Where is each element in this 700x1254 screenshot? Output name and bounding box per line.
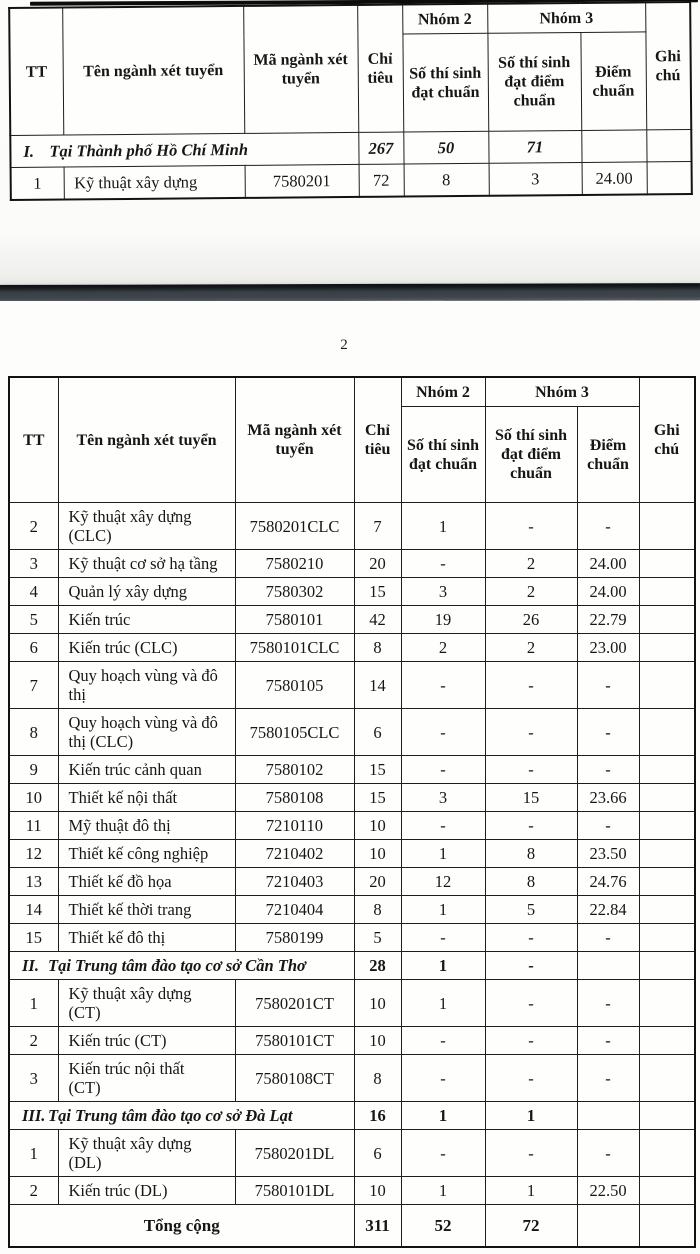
- cell-tt: 1: [9, 1130, 58, 1177]
- cell-diem-chuan: 24.00: [577, 578, 639, 606]
- cell-nganh-name: Kỹ thuật xây dựng (CT): [58, 980, 235, 1027]
- cell-diem-chuan: -: [577, 1055, 639, 1102]
- cell-ma-nganh: 7580101CT: [235, 1027, 354, 1055]
- cell-chi-tieu: 8: [354, 896, 401, 924]
- cell-nhom2-dat-chuan: -: [401, 550, 485, 578]
- cell-chi-tieu: 72: [359, 164, 404, 197]
- cell-diem-chuan: 24.76: [577, 868, 639, 896]
- table-row: [9, 1027, 695, 1055]
- cell-chi-tieu: 15: [354, 784, 401, 812]
- cell-nganh-name: Thiết kế đồ họa: [58, 868, 235, 896]
- cell-ma-nganh: 7580101DL: [235, 1177, 354, 1205]
- cell-diem-chuan: 23.00: [577, 634, 639, 662]
- cell-tt: 3: [9, 550, 58, 578]
- table-row: [9, 1177, 695, 1205]
- table-row: [9, 784, 695, 812]
- cell-tt: 2: [9, 1027, 58, 1055]
- cell-nganh-name: Kiến trúc: [58, 606, 235, 634]
- cell-diem-chuan: [577, 1102, 639, 1130]
- cell-tt: 8: [9, 709, 58, 756]
- cell-ma-nganh: 7580108CT: [235, 1055, 354, 1102]
- col-header-ghi-chu: Ghi chú: [639, 377, 695, 503]
- cell-nhom3-dat-diem-chuan: 2: [485, 634, 577, 662]
- cell-chi-tieu: 5: [354, 924, 401, 952]
- cell-diem-chuan: 24.00: [582, 162, 647, 195]
- cell-diem-chuan: -: [577, 1130, 639, 1177]
- table-row: [9, 868, 695, 896]
- cell-nhom3-dat-diem-chuan: 5: [485, 896, 577, 924]
- cell-ma-nganh: 7580101CLC: [235, 634, 354, 662]
- page-number: 2: [340, 337, 348, 353]
- cell-nhom2-dat-chuan: -: [401, 709, 485, 756]
- col-header-ten-nganh: Tên ngành xét tuyển: [62, 6, 244, 135]
- cell-nhom2-dat-chuan: -: [401, 1055, 485, 1102]
- cell-ghi-chu: [639, 662, 695, 709]
- cell-diem-chuan: 23.50: [577, 840, 639, 868]
- section-row: [9, 952, 695, 980]
- section-label-cell: [9, 952, 354, 980]
- cell-tt: 12: [9, 840, 58, 868]
- table-row: [9, 1130, 695, 1177]
- cell-nhom2-dat-chuan: 1: [401, 1177, 485, 1205]
- table-row: [9, 980, 695, 1027]
- cell-nhom2-dat-chuan: 1: [401, 840, 485, 868]
- cell-nhom2-dat-chuan: 50: [403, 131, 488, 164]
- cell-diem-chuan: [577, 952, 639, 980]
- scanned-page-2: [0, 301, 700, 1254]
- cell-tt: 6: [9, 634, 58, 662]
- cell-nhom3-dat-diem-chuan: -: [485, 1055, 577, 1102]
- cell-chi-tieu: 20: [354, 868, 401, 896]
- cell-tt: 9: [9, 756, 58, 784]
- cell-ghi-chu: [639, 980, 695, 1027]
- col-header-nhom2-dat-chuan: Số thí sinh đạt chuẩn: [401, 407, 485, 503]
- cell-ma-nganh: 7210403: [235, 868, 354, 896]
- cell-nhom3-dat-diem-chuan: 8: [485, 868, 577, 896]
- cell-nganh-name: Quy hoạch vùng và đô thị: [58, 662, 235, 709]
- cell-diem-chuan: 23.66: [577, 784, 639, 812]
- cell-nhom3-dat-diem-chuan: -: [485, 924, 577, 952]
- cell-tt: 11: [9, 812, 58, 840]
- cell-ghi-chu: [646, 130, 691, 162]
- col-header-ma-nganh: Mã ngành xét tuyển: [235, 377, 354, 503]
- section-label-cell: [10, 132, 358, 167]
- cell-ghi-chu: [639, 756, 695, 784]
- cell-ma-nganh: 7580201: [245, 164, 359, 197]
- col-header-nhom2: Nhóm 2: [401, 377, 485, 407]
- section-row: [9, 1102, 695, 1130]
- cell-ghi-chu: [647, 162, 692, 195]
- cell-nhom3-dat-diem-chuan: 71: [488, 130, 581, 163]
- cell-chi-tieu: 8: [354, 634, 401, 662]
- cell-nganh-name: Kiến trúc (CT): [58, 1027, 235, 1055]
- cell-nhom2-dat-chuan: 3: [401, 784, 485, 812]
- cell-nganh-name: Kiến trúc (CLC): [58, 634, 235, 662]
- col-header-nhom2-dat-chuan: Số thí sinh đạt chuẩn: [402, 33, 488, 132]
- cell-tt: 7: [9, 662, 58, 709]
- cell-chi-tieu: 10: [354, 840, 401, 868]
- table-row: [9, 578, 695, 606]
- table1-body: [10, 130, 692, 200]
- cell-ghi-chu: [639, 550, 695, 578]
- cell-chi-tieu: 14: [354, 662, 401, 709]
- table-row: [9, 896, 695, 924]
- cell-nhom3-dat-diem-chuan: 1: [485, 1177, 577, 1205]
- cell-chi-tieu: 42: [354, 606, 401, 634]
- cell-tt: 3: [9, 1055, 58, 1102]
- cell-diem-chuan: -: [577, 662, 639, 709]
- total-row: [9, 1205, 695, 1248]
- cell-nhom3-dat-diem-chuan: -: [485, 1130, 577, 1177]
- cell-nhom3-dat-diem-chuan: -: [485, 1027, 577, 1055]
- cell-chi-tieu: 8: [354, 1055, 401, 1102]
- cell-nganh-name: Quản lý xây dựng: [58, 578, 235, 606]
- cell-nhom2-dat-chuan: 2: [401, 634, 485, 662]
- cell-ghi-chu: [639, 812, 695, 840]
- cell-ghi-chu: [639, 840, 695, 868]
- section-title: Tại Trung tâm đào tạo cơ sở Đà Lạt: [48, 1106, 293, 1125]
- cell-diem-chuan: -: [577, 709, 639, 756]
- cell-diem-chuan: 24.00: [577, 550, 639, 578]
- cell-ghi-chu: [639, 578, 695, 606]
- cell-diem-chuan: -: [577, 756, 639, 784]
- cell-nhom2-dat-chuan: 3: [401, 578, 485, 606]
- cell-nganh-name: Thiết kế nội thất: [58, 784, 235, 812]
- col-header-diem-chuan: Điểm chuẩn: [580, 32, 646, 131]
- cell-ma-nganh: 7210402: [235, 840, 354, 868]
- cell-nganh-name: Thiết kế công nghiệp: [58, 840, 235, 868]
- table-header: [9, 377, 695, 503]
- table-row: [9, 634, 695, 662]
- page-break-scan-band: [0, 283, 700, 302]
- cell-nhom2-dat-chuan: 1: [401, 896, 485, 924]
- cell-ghi-chu: [639, 634, 695, 662]
- cell-ghi-chu: [639, 1055, 695, 1102]
- col-header-ghi-chu: Ghi chú: [645, 2, 691, 130]
- cell-diem-chuan: -: [577, 503, 639, 550]
- cell-nganh-name: Kiến trúc cảnh quan: [58, 756, 235, 784]
- cell-ghi-chu: [639, 1027, 695, 1055]
- cell-diem-chuan: [581, 130, 646, 163]
- cell-nganh-name: Thiết kế thời trang: [58, 896, 235, 924]
- cell-nhom3-dat-diem-chuan: 72: [485, 1205, 577, 1248]
- cell-ghi-chu: [639, 1177, 695, 1205]
- cell-ghi-chu: [639, 896, 695, 924]
- cell-nhom3-dat-diem-chuan: -: [485, 952, 577, 980]
- cell-nhom3-dat-diem-chuan: 2: [485, 578, 577, 606]
- cell-diem-chuan: 22.50: [577, 1177, 639, 1205]
- cell-tt: 2: [9, 1177, 58, 1205]
- cell-diem-chuan: 22.84: [577, 896, 639, 924]
- cell-nganh-name: Kỹ thuật cơ sở hạ tầng: [58, 550, 235, 578]
- cell-nganh-name: Kỹ thuật xây dựng: [64, 165, 245, 199]
- cell-ma-nganh: 7210404: [235, 896, 354, 924]
- cell-chi-tieu: 20: [354, 550, 401, 578]
- cell-nganh-name: Kỹ thuật xây dựng (CLC): [58, 503, 235, 550]
- cell-nhom3-dat-diem-chuan: -: [485, 503, 577, 550]
- table-header: [9, 2, 691, 135]
- cell-nhom2-dat-chuan: 8: [404, 163, 489, 196]
- cell-ma-nganh: 7580201DL: [235, 1130, 354, 1177]
- cell-ma-nganh: 7580108: [235, 784, 354, 812]
- cell-ma-nganh: 7580201CT: [235, 980, 354, 1027]
- cell-ma-nganh: 7580102: [235, 756, 354, 784]
- cell-nhom3-dat-diem-chuan: 8: [485, 840, 577, 868]
- cell-ghi-chu: [639, 784, 695, 812]
- cell-nhom2-dat-chuan: 1: [401, 952, 485, 980]
- cell-nhom3-dat-diem-chuan: -: [485, 756, 577, 784]
- cell-tt: 15: [9, 924, 58, 952]
- cell-ma-nganh: 7580302: [235, 578, 354, 606]
- table-row: [9, 1055, 695, 1102]
- table-row: [9, 503, 695, 550]
- scanned-page-1: [0, 0, 700, 284]
- col-header-chi-tieu: Chỉ tiêu: [357, 5, 403, 133]
- cell-chi-tieu: 28: [354, 952, 401, 980]
- total-label: Tổng cộng: [9, 1205, 354, 1248]
- cell-ma-nganh: 7580105: [235, 662, 354, 709]
- table-row: [9, 756, 695, 784]
- cell-nganh-name: Kiến trúc (DL): [58, 1177, 235, 1205]
- cell-nhom3-dat-diem-chuan: 1: [485, 1102, 577, 1130]
- cell-nganh-name: Mỹ thuật đô thị: [58, 812, 235, 840]
- cell-ghi-chu: [639, 1205, 695, 1248]
- cell-ghi-chu: [639, 952, 695, 980]
- cell-nhom3-dat-diem-chuan: -: [485, 709, 577, 756]
- cell-chi-tieu: 7: [354, 503, 401, 550]
- cell-tt: 2: [9, 503, 58, 550]
- section-number: II.: [22, 956, 39, 975]
- cell-nhom3-dat-diem-chuan: 3: [489, 162, 582, 195]
- admissions-table-page1: [8, 1, 693, 201]
- cell-nhom2-dat-chuan: 1: [401, 980, 485, 1027]
- cell-nhom3-dat-diem-chuan: 15: [485, 784, 577, 812]
- cell-tt: 14: [9, 896, 58, 924]
- table-row: [9, 550, 695, 578]
- section-number: I.: [23, 141, 35, 161]
- cell-nhom2-dat-chuan: -: [401, 662, 485, 709]
- table-row: [11, 162, 692, 200]
- col-header-nhom3: Nhóm 3: [487, 2, 645, 33]
- col-header-tt: TT: [9, 8, 63, 136]
- cell-diem-chuan: 22.79: [577, 606, 639, 634]
- cell-chi-tieu: 10: [354, 1027, 401, 1055]
- section-title: Tại Trung tâm đào tạo cơ sở Cần Thơ: [48, 956, 306, 975]
- col-header-ten-nganh: Tên ngành xét tuyển: [58, 377, 235, 503]
- col-header-tt: TT: [9, 377, 58, 503]
- cell-ma-nganh: 7580101: [235, 606, 354, 634]
- cell-chi-tieu: 15: [354, 756, 401, 784]
- cell-nganh-name: Kiến trúc nội thất (CT): [58, 1055, 235, 1102]
- cell-nganh-name: Kỹ thuật xây dựng (DL): [58, 1130, 235, 1177]
- cell-nhom2-dat-chuan: -: [401, 924, 485, 952]
- cell-ghi-chu: [639, 924, 695, 952]
- col-header-nhom3: Nhóm 3: [485, 377, 639, 407]
- cell-diem-chuan: -: [577, 980, 639, 1027]
- admissions-table-page2: [8, 376, 696, 1248]
- cell-ghi-chu: [639, 1102, 695, 1130]
- col-header-chi-tieu: Chỉ tiêu: [354, 377, 401, 503]
- cell-chi-tieu: 10: [354, 1177, 401, 1205]
- cell-ghi-chu: [639, 606, 695, 634]
- cell-chi-tieu: 10: [354, 980, 401, 1027]
- cell-diem-chuan: -: [577, 924, 639, 952]
- section-label-cell: [9, 1102, 354, 1130]
- col-header-diem-chuan: Điểm chuẩn: [577, 407, 639, 503]
- cell-chi-tieu: 267: [358, 132, 403, 164]
- cell-nhom2-dat-chuan: -: [401, 812, 485, 840]
- cell-tt: 10: [9, 784, 58, 812]
- cell-tt: 5: [9, 606, 58, 634]
- cell-chi-tieu: 6: [354, 1130, 401, 1177]
- cell-nhom3-dat-diem-chuan: -: [485, 812, 577, 840]
- cell-diem-chuan: -: [577, 812, 639, 840]
- cell-ghi-chu: [639, 1130, 695, 1177]
- cell-ma-nganh: 7580201CLC: [235, 503, 354, 550]
- col-header-nhom3-dat-diem-chuan: Số thí sinh đạt điểm chuẩn: [485, 407, 577, 503]
- cell-diem-chuan: [577, 1205, 639, 1248]
- col-header-nhom3-dat-diem-chuan: Số thí sinh đạt điểm chuẩn: [487, 32, 581, 131]
- table-row: [9, 662, 695, 709]
- cell-tt: 13: [9, 868, 58, 896]
- cell-nhom3-dat-diem-chuan: -: [485, 980, 577, 1027]
- cell-nhom2-dat-chuan: 12: [401, 868, 485, 896]
- cell-nhom2-dat-chuan: 1: [401, 503, 485, 550]
- cell-nganh-name: Quy hoạch vùng và đô thị (CLC): [58, 709, 235, 756]
- table-row: [9, 840, 695, 868]
- cell-chi-tieu: 16: [354, 1102, 401, 1130]
- cell-chi-tieu: 10: [354, 812, 401, 840]
- section-number: III.: [22, 1106, 46, 1125]
- cell-tt: 1: [11, 167, 64, 200]
- cell-nhom2-dat-chuan: 19: [401, 606, 485, 634]
- cell-ma-nganh: 7580199: [235, 924, 354, 952]
- cell-diem-chuan: -: [577, 1027, 639, 1055]
- cell-chi-tieu: 15: [354, 578, 401, 606]
- table2-body: [9, 503, 695, 1248]
- section-title: Tại Thành phố Hồ Chí Minh: [49, 139, 249, 161]
- cell-nhom3-dat-diem-chuan: 26: [485, 606, 577, 634]
- table-row: [9, 709, 695, 756]
- cell-ma-nganh: 7580210: [235, 550, 354, 578]
- cell-ghi-chu: [639, 709, 695, 756]
- col-header-ma-nganh: Mã ngành xét tuyển: [243, 5, 358, 133]
- cell-nhom2-dat-chuan: -: [401, 1130, 485, 1177]
- cell-nhom2-dat-chuan: 52: [401, 1205, 485, 1248]
- cell-nhom2-dat-chuan: 1: [401, 1102, 485, 1130]
- col-header-nhom2: Nhóm 2: [402, 4, 487, 34]
- cell-chi-tieu: 311: [354, 1205, 401, 1248]
- cell-ma-nganh: 7210110: [235, 812, 354, 840]
- cell-nhom3-dat-diem-chuan: -: [485, 662, 577, 709]
- cell-nhom3-dat-diem-chuan: 2: [485, 550, 577, 578]
- table-row: [9, 606, 695, 634]
- cell-tt: 4: [9, 578, 58, 606]
- cell-ghi-chu: [639, 868, 695, 896]
- cell-ghi-chu: [639, 503, 695, 550]
- table-row: [9, 924, 695, 952]
- table-row: [9, 812, 695, 840]
- cell-nhom2-dat-chuan: -: [401, 1027, 485, 1055]
- cell-chi-tieu: 6: [354, 709, 401, 756]
- cell-tt: 1: [9, 980, 58, 1027]
- cell-ma-nganh: 7580105CLC: [235, 709, 354, 756]
- cell-nhom2-dat-chuan: -: [401, 756, 485, 784]
- cell-nganh-name: Thiết kế đô thị: [58, 924, 235, 952]
